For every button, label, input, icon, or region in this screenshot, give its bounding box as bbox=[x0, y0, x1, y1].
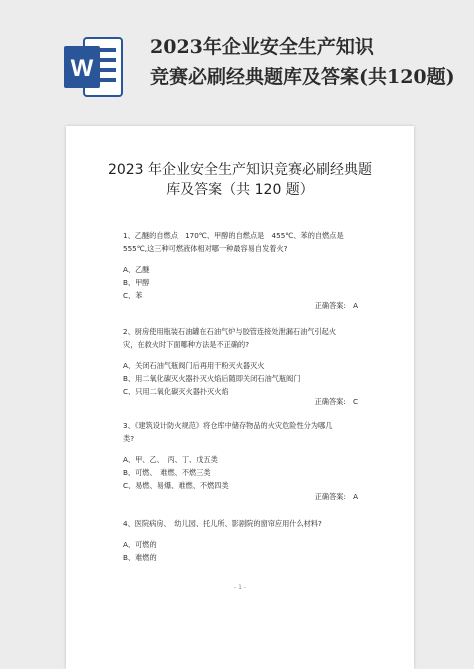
answer-3: 正确答案: A bbox=[314, 492, 358, 501]
question-stem bbox=[123, 229, 413, 255]
question-stem bbox=[123, 325, 413, 351]
option-a: A、甲、乙、 丙、丁、戊五类 bbox=[123, 455, 218, 464]
document-title-line-1: 2023 年企业安全生产知识竞赛必刷经典题 bbox=[107, 162, 373, 178]
svg-text:W: W bbox=[70, 55, 94, 82]
question-4 bbox=[123, 517, 413, 564]
document-page bbox=[66, 126, 414, 669]
banner-title bbox=[150, 32, 455, 92]
option-c: C、苯 bbox=[123, 291, 143, 300]
question-stem-line: 555℃,这三种可燃液体相对哪一种最容易自发着火? bbox=[123, 244, 288, 253]
question-stem-line: 3、《建筑设计防火规范》将仓库中储存物品的火灾危险性分为哪几 bbox=[123, 421, 333, 430]
question-stem-line: 2、厨房使用瓶装石油罐在石油气炉与胶管连接处泄漏石油气引起火 bbox=[123, 327, 337, 336]
header-banner bbox=[0, 0, 474, 125]
question-options bbox=[123, 263, 413, 302]
page-number: - 1 - bbox=[234, 584, 246, 591]
question-stem-line: 灾，在救火时下面哪种方法是不正确的? bbox=[123, 340, 250, 349]
question-2 bbox=[123, 325, 413, 398]
question-options bbox=[123, 359, 413, 398]
option-c: C、易燃、易爆、难燃、不燃四类 bbox=[123, 481, 229, 490]
question-3 bbox=[123, 419, 413, 492]
question-options bbox=[123, 453, 413, 492]
question-1 bbox=[123, 229, 413, 302]
option-b: B、用二氧化碳灭火器扑灭火焰后随即关闭石油气瓶阀门 bbox=[123, 374, 301, 383]
question-stem bbox=[123, 419, 413, 445]
option-a: A、乙醚 bbox=[123, 265, 150, 274]
answer-2: 正确答案: C bbox=[314, 397, 358, 406]
question-options bbox=[123, 538, 413, 564]
question-stem bbox=[123, 517, 413, 530]
question-stem-line: 类? bbox=[123, 434, 135, 443]
question-stem-line: 4、医院病房、 幼儿园、托儿所、影剧院的窗帘应用什么材料? bbox=[123, 519, 322, 528]
option-a: A、关闭石油气瓶阀门后再用干粉灭火器灭火 bbox=[123, 361, 265, 370]
option-b: B、难燃的 bbox=[123, 553, 157, 562]
option-b: B、甲醇 bbox=[123, 278, 150, 287]
option-c: C、只用二氧化碳灭火器扑灭火焰 bbox=[123, 387, 229, 396]
word-doc-icon bbox=[62, 36, 124, 98]
option-b: B、可燃、 难燃、不燃三类 bbox=[123, 468, 211, 477]
watermark bbox=[84, 246, 91, 255]
answer-1: 正确答案: A bbox=[314, 301, 358, 310]
option-a: A、可燃的 bbox=[123, 540, 157, 549]
banner-title-line-2: 竞赛必刷经典题库及答案(共120题) bbox=[150, 66, 455, 88]
document-title-line-2: 库及答案（共 120 题） bbox=[166, 182, 314, 198]
question-stem-line: 1、乙醚的自燃点 170℃、甲醇的自燃点是 455℃、苯的自燃点是 bbox=[123, 231, 344, 240]
banner-title-line-1: 2023年企业安全生产知识 bbox=[150, 36, 374, 58]
document-title bbox=[66, 160, 414, 200]
